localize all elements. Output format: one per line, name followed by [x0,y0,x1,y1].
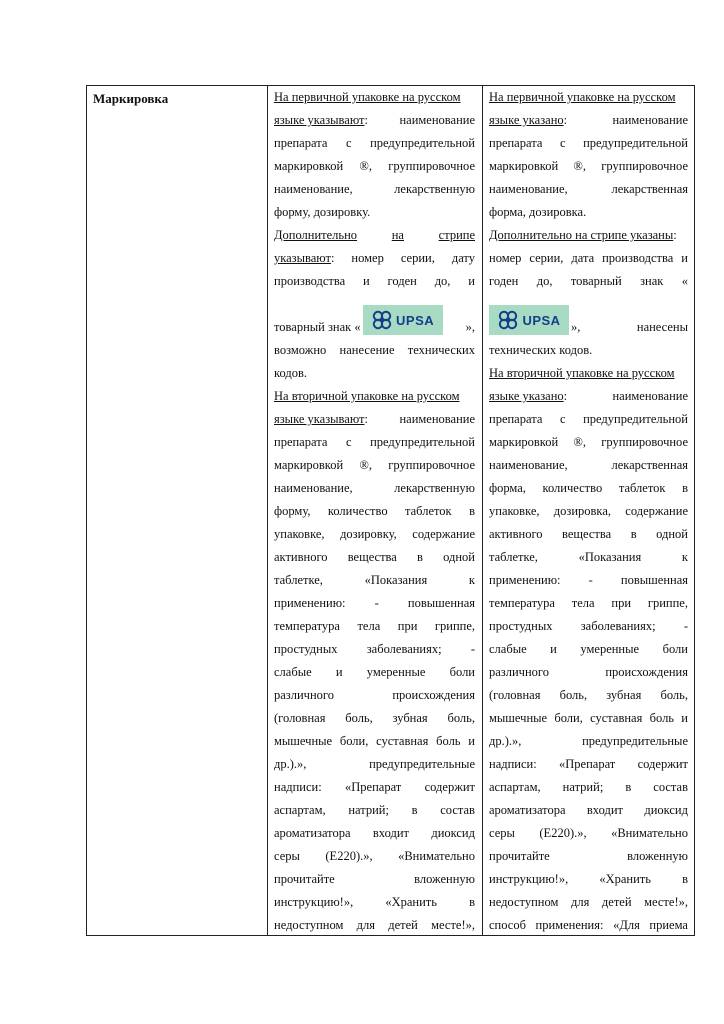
word: упаковке, [489,504,540,518]
word: боли [449,665,475,679]
paragraph-line [274,730,475,753]
word: препарата [274,136,328,150]
word: в [469,895,475,909]
word: способ [489,918,526,932]
word: форму, [274,504,311,518]
word: «Препарат [559,757,616,771]
word: предупредительной [370,435,475,449]
word: диоксид [644,803,688,817]
paragraph-line [274,822,475,845]
paragraph-line [489,661,688,684]
word: (Е220).», [539,826,587,840]
upsa-logo [363,305,443,335]
word: входит [586,803,623,817]
word: с [559,412,566,426]
word: с [345,136,352,150]
word: ®, [359,458,373,472]
paragraph-line [274,615,475,638]
word: ®, [573,435,587,449]
paragraph-line [274,684,475,707]
word: боль, [559,688,588,702]
word: в [625,780,632,794]
clover-icon [497,309,519,331]
word: состав [440,803,475,817]
paragraph-line [274,339,475,362]
word: дозировка, [553,504,611,518]
word: мышечные [489,711,548,725]
word: и [363,274,370,288]
word: зубная [392,711,428,725]
word: содержит [637,757,688,771]
word: маркировкой [274,159,344,173]
word: в [417,550,423,564]
word: входит [372,826,409,840]
paragraph-line: На вторичной упаковке на русском [489,366,675,380]
paragraph-line [489,615,688,638]
paragraph-line [489,914,688,937]
logo-text: UPSA [396,312,435,328]
paragraph-line [489,477,688,500]
word: ароматизатора [489,803,566,817]
word: боли, [554,711,583,725]
word: простудных [274,642,338,656]
trademark-line: товарный знак « UPSA », [274,293,475,339]
word: « [681,274,688,288]
word: происхождения [605,665,688,679]
word: в [630,527,637,541]
word: с [559,136,566,150]
word: «Для [613,918,640,932]
word: прочитайте [489,849,550,863]
row-label: Маркировка [93,91,169,106]
word: инструкцию!», [274,895,354,909]
word: таблеток [618,481,666,495]
paragraph-line [274,799,475,822]
word: производства [602,251,674,265]
labeling-table [86,85,695,936]
word: повышенная [407,596,475,610]
word: таблетке, [489,550,538,564]
word: с [345,435,352,449]
word: различного [274,688,334,702]
word: боль, [660,688,688,702]
word: количество [542,481,603,495]
word: суставная [376,734,429,748]
word: серии, [529,251,564,265]
word: группировочное [601,159,688,173]
word: на [391,228,404,242]
word: мышечные [274,734,333,748]
word: и [468,274,475,288]
word: (Е220).», [325,849,373,863]
word: «Показания [578,550,642,564]
paragraph-line: На первичной упаковке на русском [489,90,676,104]
word: (головная [489,688,541,702]
word: годен [387,274,417,288]
word: таблеток [405,504,452,518]
paragraph-line: кодов. [274,366,307,380]
paragraph-line [274,270,475,293]
paragraph-line [489,799,688,822]
paragraph-line: На вторичной упаковке на русском [274,389,460,403]
word: группировочное [388,159,475,173]
word: боль [649,711,675,725]
paragraph-line [489,270,688,293]
word: «Хранить [385,895,437,909]
word: наименование, [489,458,568,472]
word: и [550,642,557,656]
word: группировочное [388,458,475,472]
paragraph-line [489,523,688,546]
word: активного [489,527,543,541]
paragraph-line [489,132,688,155]
word: препарата [489,136,543,150]
paragraph-line [489,753,688,776]
paragraph-line [274,753,475,776]
word: для [356,918,376,932]
word: вещества [562,527,612,541]
paragraph-line [274,224,475,247]
word: «Препарат [345,780,402,794]
paragraph-line [489,247,688,270]
word: стрипе [438,228,475,242]
word: ароматизатора [274,826,351,840]
paragraph-line: языке указывают: наименование [274,412,475,426]
column-divider [482,86,483,935]
word: предупредительной [583,136,688,150]
word: «Хранить [599,872,651,886]
word: аспартам, [489,780,541,794]
word: применения: [535,918,604,932]
word: дата [571,251,595,265]
word: предупредительной [370,136,475,150]
clover-icon [371,309,393,331]
word: ®, [359,159,373,173]
word: гриппе, [434,619,475,633]
paragraph-line [489,155,688,178]
word: лекарственную [394,182,475,196]
word: натрий; [562,780,604,794]
paragraph-line [274,178,475,201]
word: маркировкой [489,435,559,449]
paragraph-line: технических кодов. [489,343,593,357]
word: к [681,550,688,564]
column-divider [267,86,268,935]
word: умеренные [366,665,426,679]
paragraph-line [274,431,475,454]
word: таблетке, [274,573,323,587]
paragraph-line [489,822,688,845]
word: аспартам, [274,803,326,817]
paragraph-line: форма, дозировка. [489,205,587,219]
word: различного [489,665,549,679]
word: маркировкой [274,458,344,472]
paragraph-line [274,523,475,546]
word: месте!», [644,895,688,909]
word: предупредительные [582,734,688,748]
paragraph-line [274,914,475,937]
word: наименование, [274,182,353,196]
word: зубная [606,688,642,702]
word: прочитайте [274,872,335,886]
word: содержит [424,780,475,794]
word: умеренные [580,642,640,656]
word: возможно [274,343,327,357]
paragraph-line: языке указано: наименование [489,389,688,403]
word: предупредительные [369,757,475,771]
word: серы [489,826,515,840]
word: Дополнительно [274,228,358,242]
paragraph-line [489,546,688,569]
word: форма, [489,481,526,495]
word: активного [274,550,328,564]
word: заболеваниях; [366,642,442,656]
trademark-line: UPSA », нанесены [489,293,688,339]
paragraph-line [274,500,475,523]
word: недоступном [489,895,559,909]
word: диоксид [431,826,475,840]
word: одной [656,527,688,541]
word: состав [653,780,688,794]
paragraph-line [274,569,475,592]
paragraph-line [489,730,688,753]
word: при [397,619,418,633]
paragraph-line: На первичной упаковке на русском [274,90,461,104]
word: «Показания [364,573,428,587]
paragraph-line [489,178,688,201]
paragraph-line: языке указано: наименование [489,113,688,127]
word: производства [274,274,346,288]
word: боль [436,734,461,748]
paragraph-line [489,684,688,707]
word: слабые [489,642,527,656]
word: содержание [625,504,688,518]
paragraph-line [489,638,688,661]
word: происхождения [392,688,475,702]
word: лекарственная [611,182,688,196]
word: при [611,596,632,610]
upsa-logo [489,305,569,335]
word: упаковке, [274,527,325,541]
word: детей [388,918,418,932]
word: недоступном [274,918,344,932]
word: боли, [339,734,369,748]
word: в [411,803,418,817]
word: в [682,872,688,886]
word: детей [601,895,632,909]
word: дозировку, [340,527,397,541]
column-2-cell [489,86,688,937]
paragraph-line [489,707,688,730]
word: др.).», [489,734,522,748]
word: серы [274,849,300,863]
paragraph-line [489,408,688,431]
paragraph-line [489,431,688,454]
paragraph-line: Дополнительно на стрипе указаны: [489,228,677,242]
word: приема [649,918,688,932]
paragraph-line: форму, дозировку. [274,205,371,219]
word: препарата [274,435,328,449]
word: и [681,711,688,725]
word: и [335,665,343,679]
word: в [469,504,475,518]
word: - [588,573,593,587]
word: заболеваниях; [580,619,656,633]
word: «Внимательно [398,849,475,863]
word: месте!», [431,918,475,932]
word: одной [443,550,475,564]
word: для [570,895,590,909]
word: боль, [447,711,475,725]
word: температура [274,619,340,633]
column-1-cell [274,86,475,937]
word: вложенную [627,849,688,863]
word: номер [489,251,522,265]
row-label-cell [93,86,263,110]
word: температура [489,596,555,610]
paragraph-line [274,155,475,178]
word: технических [407,343,475,357]
word: ®, [573,159,587,173]
word: до, [434,274,451,288]
word: до, [536,274,553,288]
word: вложенную [414,872,475,886]
word: - [374,596,379,610]
paragraph-line [274,891,475,914]
paragraph-line [274,845,475,868]
word: боль, [345,711,373,725]
paragraph-line [274,776,475,799]
paragraph-line: указывают: номер серии, дату [274,251,475,265]
paragraph-line [489,454,688,477]
paragraph-line [489,868,688,891]
word: содержание [412,527,475,541]
paragraph-line [274,638,475,661]
paragraph-line [489,845,688,868]
word: инструкцию!», [489,872,569,886]
word: наименование, [489,182,568,196]
word: применению: [274,596,346,610]
paragraph-line: языке указывают: наименование [274,113,475,127]
word: наименование, [274,481,353,495]
paragraph-line [489,592,688,615]
word: маркировкой [489,159,559,173]
paragraph-line [489,569,688,592]
word: товарный [570,274,622,288]
word: гриппе, [647,596,688,610]
word: и [681,251,688,265]
word: лекарственную [394,481,475,495]
logo-text: UPSA [522,312,561,328]
word: группировочное [601,435,688,449]
paragraph-line [489,500,688,523]
paragraph-line [489,776,688,799]
word: годен [489,274,519,288]
word: количество [327,504,388,518]
word: препарата [489,412,543,426]
word: предупредительной [583,412,688,426]
paragraph-line [274,454,475,477]
word: лекарственная [611,458,688,472]
word: тела [357,619,381,633]
word: др.).», [274,757,307,771]
word: - [683,619,688,633]
word: тела [571,596,595,610]
paragraph-line [274,132,475,155]
word: слабые [274,665,312,679]
word: повышенная [620,573,688,587]
word: боли [662,642,688,656]
word: натрий; [348,803,389,817]
word: к [468,573,475,587]
word: знак [640,274,664,288]
word: и [468,734,475,748]
word: в [682,481,688,495]
paragraph-line [274,477,475,500]
word: - [470,642,475,656]
word: суставная [590,711,643,725]
word: нанесение [339,343,395,357]
paragraph-line [274,868,475,891]
paragraph-line [274,546,475,569]
word: вещества [347,550,397,564]
word: применению: [489,573,561,587]
paragraph-line [274,707,475,730]
word: «Внимательно [611,826,688,840]
word: надписи: [489,757,537,771]
paragraph-line [274,661,475,684]
paragraph-line [489,891,688,914]
word: простудных [489,619,553,633]
word: (головная [274,711,326,725]
word: надписи: [274,780,322,794]
paragraph-line [274,592,475,615]
